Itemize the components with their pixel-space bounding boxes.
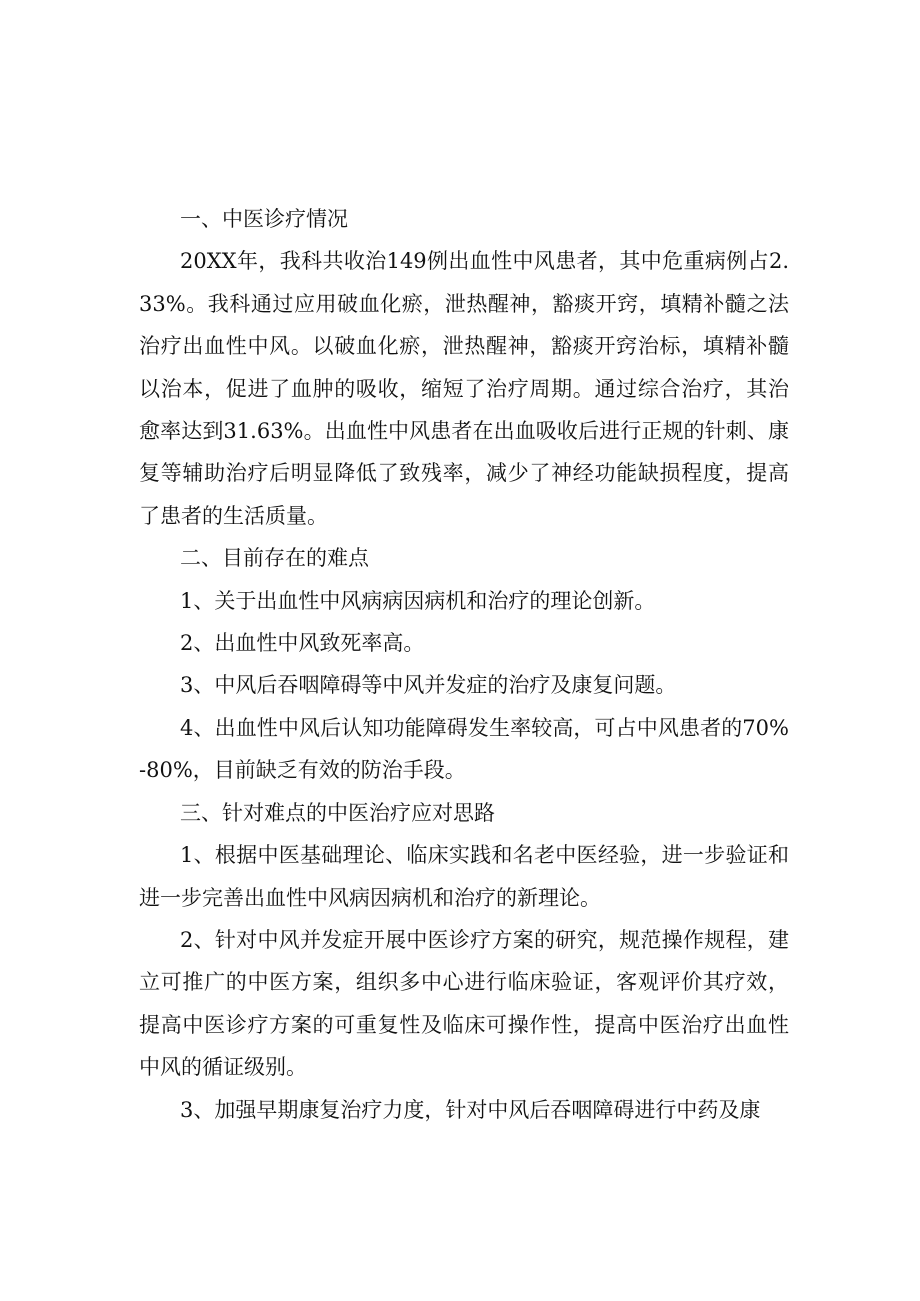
list-item-difficulty-4: 4、出血性中风后认知功能障碍发生率较高，可占中风患者的70%-80%，目前缺乏有效的防治手段。 [139,715,789,783]
list-item-difficulty-2: 2、出血性中风致死率高。 [180,631,425,656]
list-item-strategy-3: 3、加强早期康复治疗力度，针对中风后吞咽障碍进行中药及康 [180,1097,761,1122]
list-item-strategy-1: 1、根据中医基础理论、临床实践和名老中医经验，进一步验证和进一步完善出血性中风病因病机和治疗的新理论。 [139,843,789,910]
document-body [139,198,789,1131]
section-heading-strategies: 三、针对难点的中医治疗应对思路 [180,800,495,825]
list-item-difficulty-3: 3、中风后吞咽障碍等中风并发症的治疗及康复问题。 [180,673,677,698]
section-heading-diagnosis: 一、中医诊疗情况 [180,207,348,231]
list-item-strategy-2: 2、针对中风并发症开展中医诊疗方案的研究，规范操作规程，建立可推广的中医方案，组织多中心进行临床验证，客观评价其疗效，提高中医诊疗方案的可重复性及临床可操作性，提高中医治疗出血性中风的循证级别。 [139,927,789,1080]
section-heading-difficulties: 二、目前存在的难点 [180,546,369,571]
paragraph-diagnosis-summary: 20XX年，我科共收治149例出血性中风患者，其中危重病例占2.33%。我科通过应用破血化瘀，泄热醒神，豁痰开窍，填精补髓之法治疗出血性中风。以破血化瘀，泄热醒神，豁痰开窍治标，填精补髓以治本，促进了血肿的吸收，缩短了治疗周期。通过综合治疗，其治愈率达到31.63%。出血性中风患者在出血吸收后进行正规的针刺、康复等辅助治疗后明显降低了致残率，减少了神经功能缺损程度，提高了患者的生活质量。 [139,249,789,528]
list-item-difficulty-1: 1、关于出血性中风病病因病机和治疗的理论创新。 [180,588,656,613]
